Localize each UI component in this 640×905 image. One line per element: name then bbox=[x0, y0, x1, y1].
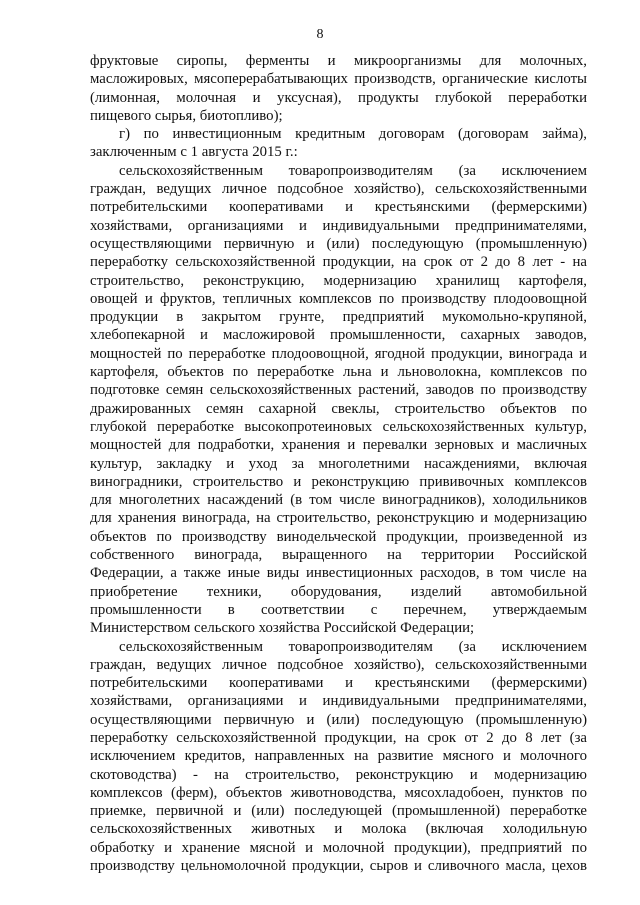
text-line: (лимонная, молочная и уксусная), продукты глубокой переработки bbox=[90, 89, 587, 106]
text-line: объектов по производству винодельческой продукции, произведенной из bbox=[90, 528, 587, 545]
text-line: для многолетних насаждений (в том числе виноградников), холодильников bbox=[90, 492, 587, 509]
text-line: осуществляющими первичную и (или) последующую (промышленную) bbox=[90, 235, 587, 252]
text-line: продукции в закрытом грунте, предприятий мукомольно-крупяной, bbox=[90, 309, 587, 326]
text-line: исключением кредитов, направленных на развитие мясного и молочного bbox=[90, 748, 587, 765]
text-line: масложировых, мясоперерабатывающих производств, органические кислоты bbox=[90, 71, 587, 88]
text-line: мощностей для подработки, хранения и перевалки зерновых и масличных bbox=[90, 437, 587, 454]
text-line: хозяйствами, организациями и индивидуальными предпринимателями, bbox=[90, 693, 587, 710]
text-line: сельскохозяйственных животных и молока (включая холодильную bbox=[90, 821, 587, 838]
text-line: граждан, ведущих личное подсобное хозяйство), сельскохозяйственными bbox=[90, 181, 587, 198]
text-line: подготовке семян сельскохозяйственных растений, заводов по производству bbox=[90, 382, 587, 399]
text-line: пищевого сырья, биотопливо); bbox=[90, 107, 283, 124]
text-line: сельскохозяйственным товаропроизводителям (за исключением bbox=[119, 162, 587, 179]
text-line: переработку сельскохозяйственной продукции, на срок от 2 до 8 лет (за bbox=[90, 729, 587, 746]
text-line: скотоводства) - на строительство, реконструкцию и модернизацию bbox=[90, 766, 587, 783]
text-line: промышленности в соответствии с перечнем, утверждаемым bbox=[90, 601, 587, 618]
text-line: виноградники, строительство и реконструкцию прививочных комплексов bbox=[90, 473, 587, 490]
text-line: потребительскими кооперативами и крестьянскими (фермерскими) bbox=[90, 675, 587, 692]
text-line: заключенным с 1 августа 2015 г.: bbox=[90, 144, 298, 161]
text-line: г) по инвестиционным кредитным договорам (договорам займа), bbox=[119, 126, 587, 143]
text-line: переработку сельскохозяйственной продукции, на срок от 2 до 8 лет - на bbox=[90, 254, 587, 271]
text-line: приемке, первичной и (или) последующей (промышленной) переработке bbox=[90, 803, 587, 820]
text-line: дражированных семян сахарной свеклы, строительство объектов по bbox=[90, 400, 587, 417]
text-line: производству цельномолочной продукции, сыров и сливочного масла, цехов bbox=[90, 858, 587, 875]
text-line: фруктовые сиропы, ферменты и микроорганизмы для молочных, bbox=[90, 53, 587, 69]
text-line: хозяйствами, организациями и индивидуальными предпринимателями, bbox=[90, 217, 587, 234]
text-line: собственного винограда, выращенного на территории Российской bbox=[90, 547, 587, 564]
text-line: Федерации, а также иные виды инвестиционных расходов, в том числе на bbox=[90, 565, 587, 582]
text-line: сельскохозяйственным товаропроизводителям (за исключением bbox=[119, 638, 587, 655]
text-line: мощностей по переработке плодоовощной, ягодной продукции, винограда и bbox=[90, 345, 587, 362]
text-line: культур, закладку и уход за многолетними насаждениями, включая bbox=[90, 455, 587, 472]
text-line: граждан, ведущих личное подсобное хозяйство), сельскохозяйственными bbox=[90, 656, 587, 673]
text-line: строительство, реконструкцию, модернизацию хранилищ картофеля, bbox=[90, 272, 587, 289]
text-line: картофеля, объектов по переработке льна и льноволокна, комплексов по bbox=[90, 364, 587, 381]
text-line: овощей и фруктов, тепличных комплексов по производству плодоовощной bbox=[90, 290, 587, 307]
text-line: обработку и хранение мясной и молочной продукции), предприятий по bbox=[90, 839, 587, 856]
text-line: Министерством сельского хозяйства Российской Федерации; bbox=[90, 620, 475, 637]
text-line: приобретение техники, оборудования, изделий автомобильной bbox=[90, 583, 587, 600]
text-line: комплексов (ферм), объектов животноводства, мясохладобоен, пунктов по bbox=[90, 784, 587, 801]
text-line: осуществляющими первичную и (или) последующую (промышленную) bbox=[90, 711, 587, 728]
text-line: глубокой переработке высокопротеиновых сельскохозяйственных культур, bbox=[90, 418, 587, 435]
text-line: для хранения винограда, на строительство, реконструкцию и модернизацию bbox=[90, 510, 587, 527]
page-number: 8 bbox=[316, 27, 324, 42]
document-body bbox=[90, 52, 587, 875]
text-line: хлебопекарной и масложировой промышленности, сахарных заводов, bbox=[90, 327, 587, 344]
text-line: потребительскими кооперативами и крестьянскими (фермерскими) bbox=[90, 199, 587, 216]
